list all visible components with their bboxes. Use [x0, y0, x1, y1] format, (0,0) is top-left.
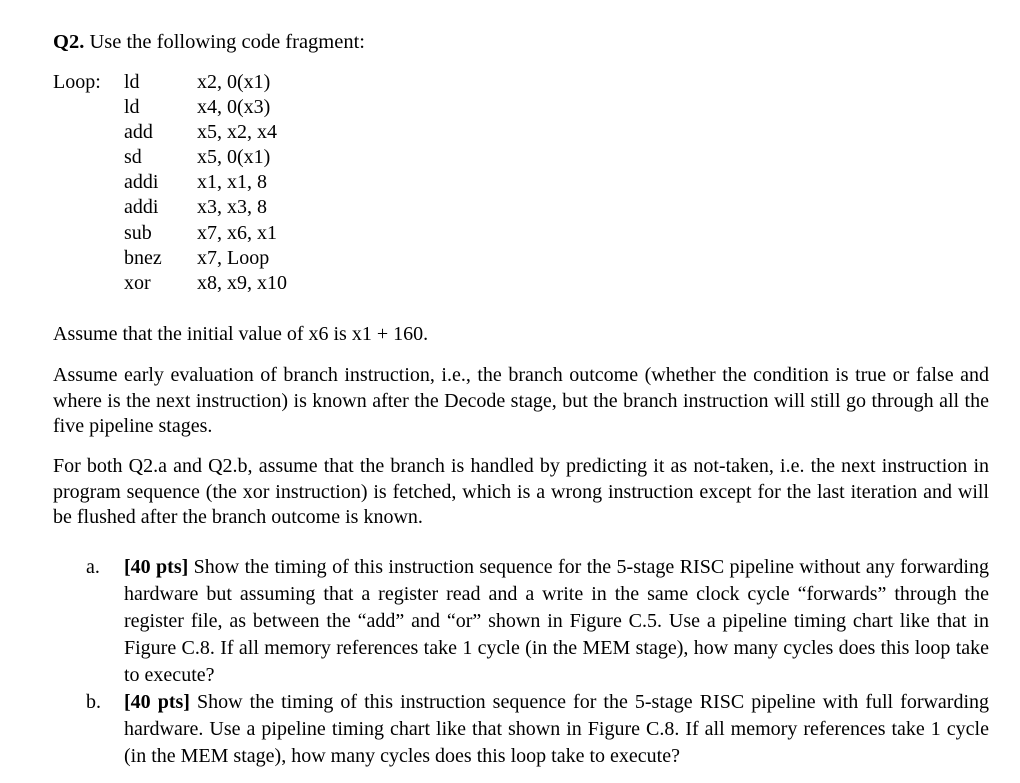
code-operands: x1, x1, 8 — [197, 171, 267, 194]
question-parts — [53, 554, 989, 770]
code-label: Loop: — [53, 71, 101, 93]
code-opcode: sub — [124, 221, 152, 244]
part-text: Show the timing of this instruction sequence for the 5-stage RISC pipeline without any forwarding hardware but assuming that a register read and a write in the same clock cycle “forwards” through the register file, as between the “add” and “or” shown in Figure C.5. Use a pipeline timing chart like that in Figure C.8. If all memory references take 1 cycle (in the MEM stage), how many cycles does this loop take to execute? — [124, 556, 989, 686]
code-operands: x7, x6, x1 — [197, 221, 277, 244]
question-heading — [53, 30, 365, 54]
part-points: [40 pts] — [124, 556, 189, 578]
part-points: [40 pts] — [124, 691, 190, 713]
code-operands: x8, x9, x10 — [197, 271, 287, 294]
code-opcode: sd — [124, 146, 142, 169]
part-marker: b. — [86, 691, 101, 713]
assumption-branch-evaluation: Assume early evaluation of branch instruction, i.e., the branch outcome (whether the condition is true or false and where is the next instruction) is known after the Decode stage, but the branch instruction will still go through all the five pipeline stages. — [53, 364, 989, 437]
code-operands: x7, Loop — [197, 246, 270, 269]
assumption-branch-prediction: For both Q2.a and Q2.b, assume that the branch is handled by predicting it as not-taken, i.e. the next instruction in program sequence (the xor instruction) is fetched, which is a wrong instruction except for the last iteration and will be flushed after the branch outcome is known. — [53, 455, 989, 528]
code-operands: x5, 0(x1) — [197, 146, 271, 169]
code-operands: x4, 0(x3) — [197, 96, 271, 119]
code-opcode: xor — [124, 271, 151, 294]
question-number: Q2. — [53, 31, 85, 53]
code-opcode: addi — [124, 171, 159, 194]
part-text: Show the timing of this instruction sequence for the 5-stage RISC pipeline with full forwarding hardware. Use a pipeline timing chart like that shown in Figure C.8. If all memory references take 1 cycle (in the MEM stage), how many cycles does this loop take to execute? — [124, 691, 990, 767]
code-operands: x5, x2, x4 — [197, 121, 277, 144]
code-operands: x3, x3, 8 — [197, 196, 267, 219]
part-a — [53, 554, 989, 689]
part-marker: a. — [86, 556, 100, 578]
question-intro: Use the following code fragment: — [89, 31, 365, 53]
assumption-initial-value: Assume that the initial value of x6 is x1 + 160. — [53, 323, 429, 345]
part-b — [53, 689, 989, 770]
code-operands: x2, 0(x1) — [197, 71, 271, 93]
code-opcode: ld — [124, 96, 140, 119]
code-opcode: bnez — [124, 246, 162, 269]
code-opcode: addi — [124, 196, 159, 219]
code-opcode: add — [124, 121, 153, 144]
code-opcode: ld — [124, 71, 140, 93]
